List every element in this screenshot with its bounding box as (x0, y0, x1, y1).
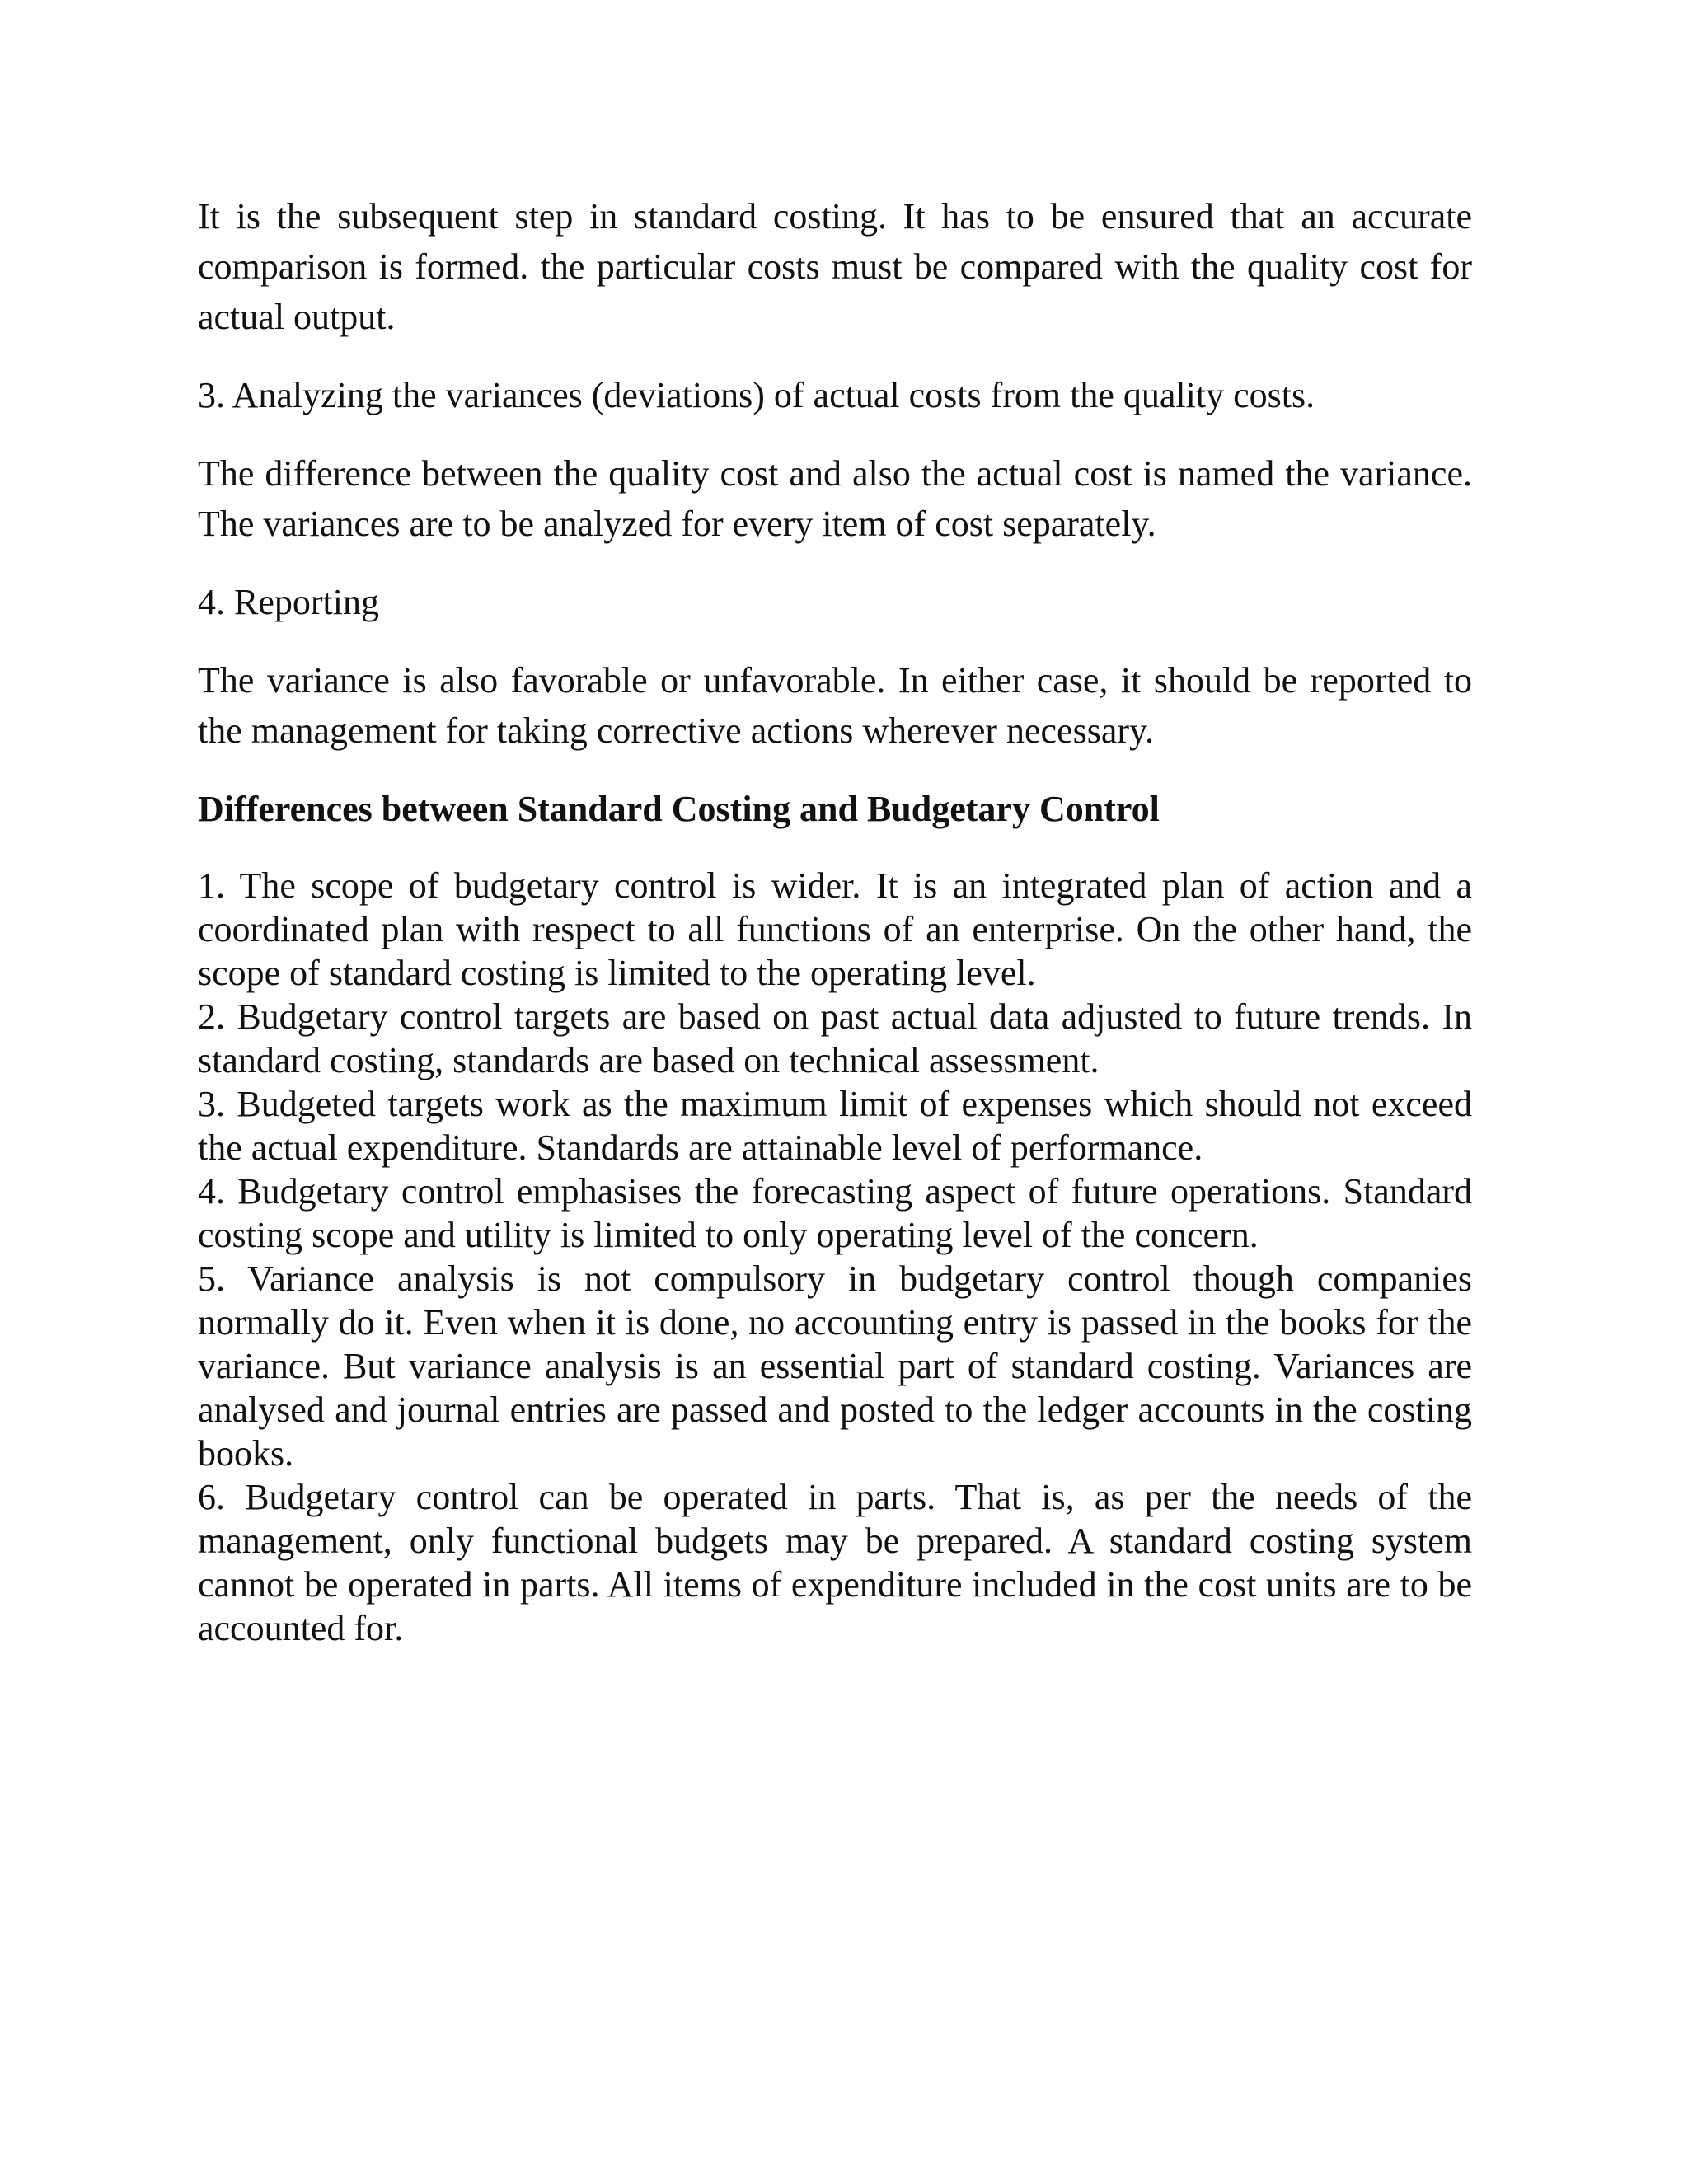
intro-paragraph: It is the subsequent step in standard costing. It has to be ensured that an accurate comparison is formed. the particular costs must be compared with the quality cost for actual output. (198, 196, 1472, 337)
step-4-body: The variance is also favorable or unfavorable. In either case, it should be reported to the management for taking corrective actions wherever necessary. (198, 660, 1472, 751)
difference-item-2: 2. Budgetary control targets are based on past actual data adjusted to future trends. In standard costing, standards are based on technical assessment. (198, 996, 1472, 1080)
difference-item-6: 6. Budgetary control can be operated in parts. That is, as per the needs of the management, only functional budgets may be prepared. A standard costing system cannot be operated in parts. All items of expenditure included in the cost units are to be accounted for. (198, 1477, 1472, 1648)
difference-item-3: 3. Budgeted targets work as the maximum limit of expenses which should not exceed the actual expenditure. Standards are attainable level of performance. (198, 1084, 1472, 1168)
differences-list (198, 864, 1472, 1650)
difference-item-5: 5. Variance analysis is not compulsory in budgetary control though companies normally do it. Even when it is done, no accounting entry is passed in the books for the variance. But variance analysis is an essential part of standard costing. Variances are analysed and journal entries are passed and posted to the ledger accounts in the costing books. (198, 1258, 1472, 1474)
difference-item-1: 1. The scope of budgetary control is wider. It is an integrated plan of action and a coordinated plan with respect to all functions of an enterprise. On the other hand, the scope of standard costing is limited to the operating level. (198, 865, 1472, 993)
difference-item-4: 4. Budgetary control emphasises the forecasting aspect of future operations. Standard costing scope and utility is limited to only operating level of the concern. (198, 1171, 1472, 1255)
document-page (198, 191, 1472, 1650)
step-3-body: The difference between the quality cost and also the actual cost is named the variance. The variances are to be analyzed for every item of cost separately. (198, 453, 1472, 544)
section-heading: Differences between Standard Costing and Budgetary Control (198, 789, 1160, 829)
step-3-title: 3. Analyzing the variances (deviations) of actual costs from the quality costs. (198, 375, 1315, 415)
step-4-title: 4. Reporting (198, 582, 379, 622)
